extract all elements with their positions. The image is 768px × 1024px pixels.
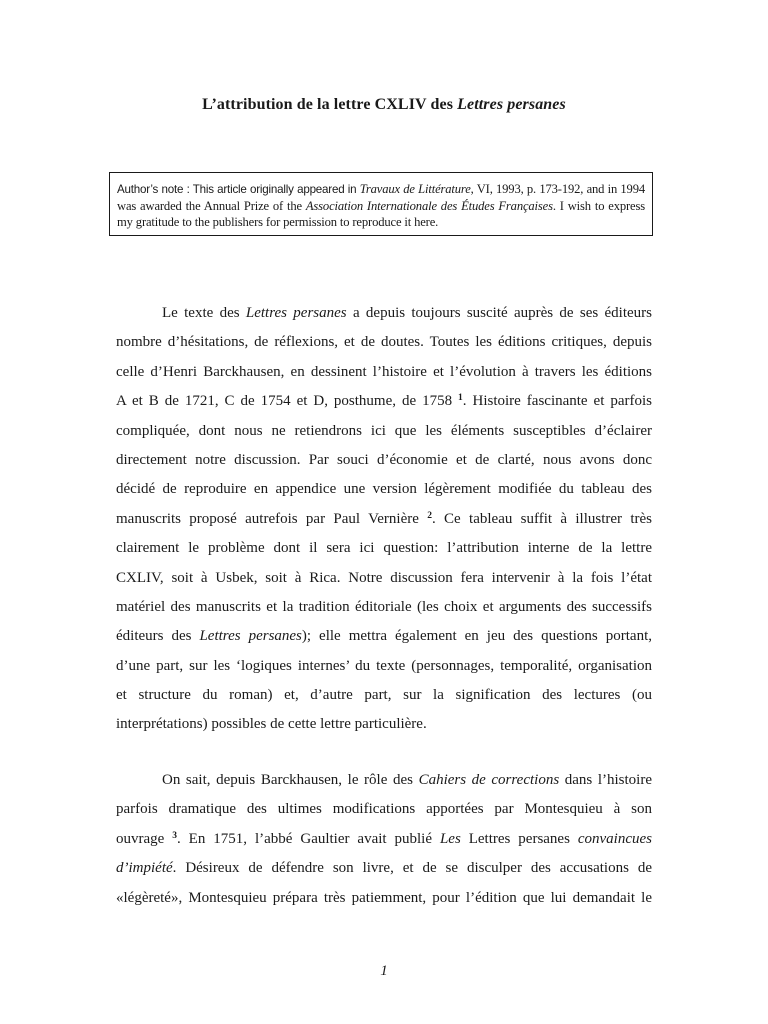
- text-line: matériel des manuscrits et la tradition éditoriale (les choix et arguments des successifs: [116, 598, 652, 615]
- text-line: décidé de reproduire en appendice une version légèrement modifiée du tableau des: [116, 481, 652, 498]
- text-line: CXLIV, soit à Usbek, soit à Rica. Notre discussion fera intervenir à la fois l’état: [116, 569, 652, 586]
- note-association-name: Association Internationale des Études Françaises: [305, 199, 553, 213]
- footnote-marker[interactable]: 3: [172, 830, 177, 841]
- text-line: A et B de 1721, C de 1754 et D, posthume, de 1758 $^1$. Histoire fascinante et parfois: [116, 393, 652, 410]
- text-line: et structure du roman) et, d’autre part, sur la signification des lectures (ou: [116, 687, 652, 704]
- text-line: clairement le problème dont il sera ici question: l’attribution interne de la lettre: [116, 540, 652, 557]
- paragraph-1: [116, 299, 652, 740]
- text-line: On sait, depuis Barckhausen, le rôle des Cahiers de corrections dans l’histoire: [162, 772, 652, 788]
- text-line: Le texte des Lettres persanes a depuis toujours suscité auprès de ses éditeurs: [162, 305, 653, 321]
- authors-note-box: [109, 172, 653, 236]
- footnote-marker[interactable]: 2: [427, 510, 432, 521]
- text-line: ouvrage $^3$. En 1751, l’abbé Gaultier avait publié Les Lettres persanes convaincues: [116, 830, 652, 847]
- text-line: compliquée, dont nous ne retiendrons ici que les éléments susceptibles d’éclairer: [116, 422, 652, 439]
- paragraph-2: [116, 766, 652, 913]
- text-line: manuscrits proposé autrefois par Paul Vernière $^2$. Ce tableau suffit à illustrer très: [116, 510, 652, 527]
- title-text: L’attribution de la lettre CXLIV des: [202, 96, 458, 113]
- note-text: . I wish to express my gratitude to the publishers for permission to reproduce it here.: [117, 199, 645, 229]
- footnote-marker[interactable]: 1: [458, 393, 463, 404]
- text-line: celle d’Henri Barckhausen, en dessinent l’histoire et l’évolution à travers les éditions: [116, 363, 652, 380]
- note-text: , VI, 1993, p. 173-192, and in 1994 was awarded the Annual Prize of the: [117, 182, 645, 213]
- text-line: d’impiété. Désireux de défendre son livre, et de se disculper des accusations de: [116, 860, 652, 877]
- page-number: 1: [380, 963, 388, 979]
- text-line: parfois dramatique des ultimes modifications apportées par Montesquieu à son: [116, 801, 652, 818]
- text-line: nombre d’hésitations, de réflexions, et de doutes. Toutes les éditions critiques, depuis: [116, 334, 652, 351]
- text-line: «légèreté», Montesquieu prépara très patiemment, pour l’édition que lui demandait le: [116, 889, 652, 906]
- text-line: éditeurs des Lettres persanes); elle mettra également en jeu des questions portant,: [116, 628, 652, 645]
- note-text: Author’s note : This article originally appeared in: [117, 183, 360, 196]
- text-line: d’une part, sur les ‘logiques internes’ du texte (personnages, temporalité, organisation: [116, 657, 652, 674]
- article-title: [0, 96, 768, 114]
- title-italic-text: Lettres persanes: [457, 96, 566, 113]
- text-line: directement notre discussion. Par souci d’économie et de clarté, nous avons donc: [116, 451, 652, 468]
- note-journal-title: Travaux de Littérature: [359, 182, 471, 196]
- text-line: interprétations) possibles de cette lettre particulière.: [116, 716, 427, 733]
